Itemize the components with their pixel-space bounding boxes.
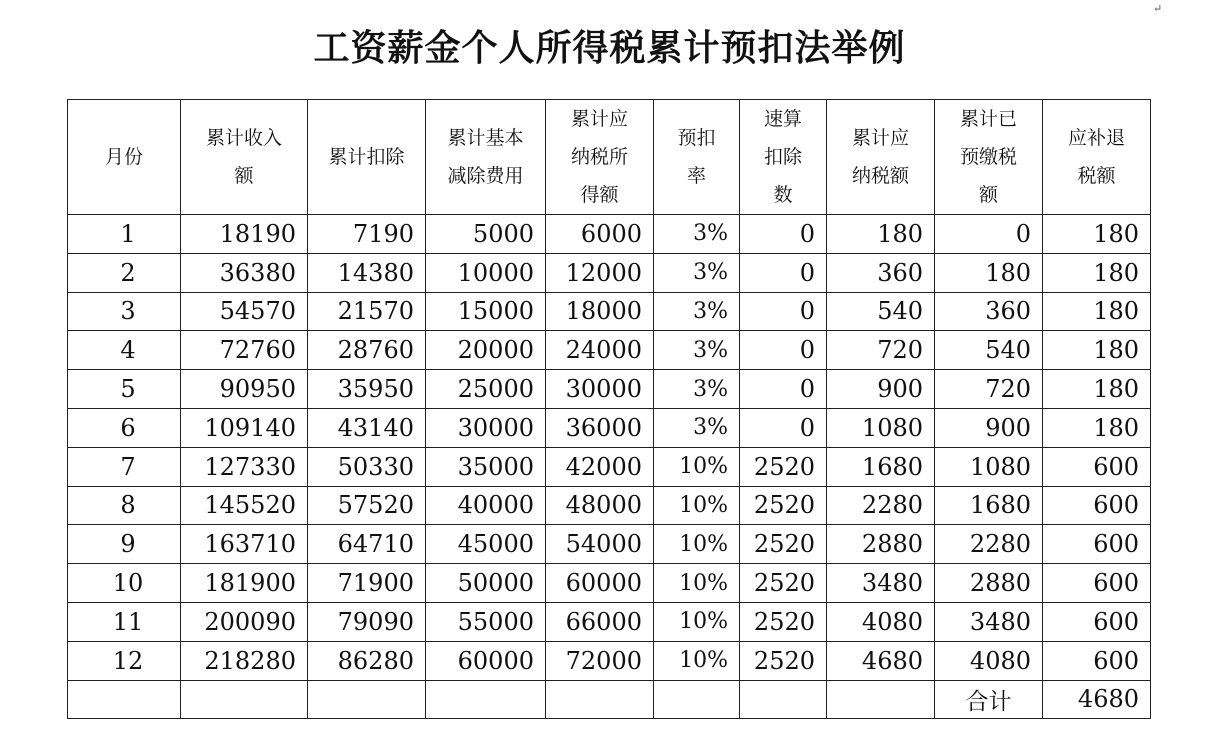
cell-quick-deduction: 2520 — [740, 525, 827, 564]
cell-month: 12 — [68, 641, 181, 680]
cell-tax-due: 600 — [1043, 525, 1151, 564]
cell-quick-deduction: 0 — [740, 215, 827, 254]
cell-quick-deduction: 2520 — [740, 447, 827, 486]
table-row — [68, 331, 1151, 370]
cell-basic-deduction: 15000 — [426, 292, 546, 331]
table-row — [68, 447, 1151, 486]
cell-tax-due: 180 — [1043, 292, 1151, 331]
cell-prepaid-tax: 180 — [935, 253, 1043, 292]
cell-basic-deduction: 60000 — [426, 641, 546, 680]
cell-basic-deduction: 35000 — [426, 447, 546, 486]
cell-cumulative-deduction: 86280 — [308, 641, 426, 680]
cell-prepaid-tax: 1080 — [935, 447, 1043, 486]
cell-quick-deduction: 2520 — [740, 641, 827, 680]
empty-cell — [827, 680, 935, 719]
cell-cumulative-deduction: 7190 — [308, 215, 426, 254]
cell-rate: 3% — [654, 408, 740, 447]
cell-cumulative-tax: 2280 — [827, 486, 935, 525]
cell-cumulative-tax: 3480 — [827, 564, 935, 603]
cell-tax-due: 180 — [1043, 331, 1151, 370]
cell-cumulative-deduction: 50330 — [308, 447, 426, 486]
cell-prepaid-tax: 4080 — [935, 641, 1043, 680]
table-row — [68, 525, 1151, 564]
header-cell-month: 月份 — [68, 100, 181, 215]
cell-quick-deduction: 2520 — [740, 602, 827, 641]
cell-month: 6 — [68, 408, 181, 447]
cell-prepaid-tax: 2880 — [935, 564, 1043, 603]
cell-rate: 3% — [654, 215, 740, 254]
empty-cell — [546, 680, 654, 719]
cell-tax-due: 600 — [1043, 602, 1151, 641]
cell-taxable-income: 54000 — [546, 525, 654, 564]
table-row — [68, 370, 1151, 409]
cell-cumulative-income: 36380 — [181, 253, 308, 292]
page-title: 工资薪金个人所得税累计预扣法举例 — [313, 28, 906, 69]
header-cell-cumulative-income: 累计收入 额 — [181, 100, 308, 215]
cell-taxable-income: 66000 — [546, 602, 654, 641]
cell-rate: 3% — [654, 331, 740, 370]
cell-cumulative-deduction: 64710 — [308, 525, 426, 564]
header-cell-tax-due: 应补退 税额 — [1043, 100, 1151, 215]
table-row — [68, 486, 1151, 525]
table-row — [68, 215, 1151, 254]
cell-rate: 3% — [654, 253, 740, 292]
cell-tax-due: 180 — [1043, 370, 1151, 409]
cell-tax-due: 600 — [1043, 447, 1151, 486]
cell-prepaid-tax: 360 — [935, 292, 1043, 331]
table-row — [68, 292, 1151, 331]
cell-taxable-income: 18000 — [546, 292, 654, 331]
cell-rate: 10% — [654, 486, 740, 525]
cell-month: 10 — [68, 564, 181, 603]
total-value: 4680 — [1043, 680, 1151, 719]
cell-cumulative-tax: 900 — [827, 370, 935, 409]
cell-rate: 3% — [654, 292, 740, 331]
cell-quick-deduction: 0 — [740, 408, 827, 447]
cell-basic-deduction: 40000 — [426, 486, 546, 525]
cell-basic-deduction: 20000 — [426, 331, 546, 370]
cell-quick-deduction: 0 — [740, 292, 827, 331]
cell-taxable-income: 60000 — [546, 564, 654, 603]
cell-cumulative-deduction: 21570 — [308, 292, 426, 331]
cell-taxable-income: 24000 — [546, 331, 654, 370]
cell-prepaid-tax: 1680 — [935, 486, 1043, 525]
cell-cumulative-income: 109140 — [181, 408, 308, 447]
cell-taxable-income: 36000 — [546, 408, 654, 447]
cell-taxable-income: 48000 — [546, 486, 654, 525]
cell-taxable-income: 72000 — [546, 641, 654, 680]
cell-taxable-income: 12000 — [546, 253, 654, 292]
table-row — [68, 602, 1151, 641]
cell-tax-due: 180 — [1043, 253, 1151, 292]
cell-month: 5 — [68, 370, 181, 409]
cell-cumulative-deduction: 14380 — [308, 253, 426, 292]
cell-basic-deduction: 55000 — [426, 602, 546, 641]
table-row — [68, 564, 1151, 603]
cell-cumulative-income: 200090 — [181, 602, 308, 641]
cell-cumulative-deduction: 57520 — [308, 486, 426, 525]
cell-month: 9 — [68, 525, 181, 564]
cell-prepaid-tax: 900 — [935, 408, 1043, 447]
cell-basic-deduction: 10000 — [426, 253, 546, 292]
cell-taxable-income: 30000 — [546, 370, 654, 409]
cell-cumulative-income: 54570 — [181, 292, 308, 331]
header-cell-taxable-income: 累计应 纳税所 得额 — [546, 100, 654, 215]
cell-taxable-income: 6000 — [546, 215, 654, 254]
cell-cumulative-income: 163710 — [181, 525, 308, 564]
empty-cell — [68, 680, 181, 719]
cell-taxable-income: 42000 — [546, 447, 654, 486]
table-row — [68, 641, 1151, 680]
header-cell-quick-deduction: 速算 扣除 数 — [740, 100, 827, 215]
cell-cumulative-income: 218280 — [181, 641, 308, 680]
cell-cumulative-income: 145520 — [181, 486, 308, 525]
cell-month: 4 — [68, 331, 181, 370]
cell-cumulative-deduction: 71900 — [308, 564, 426, 603]
cell-cumulative-income: 127330 — [181, 447, 308, 486]
header-cell-prepaid-tax: 累计已 预缴税 额 — [935, 100, 1043, 215]
cell-tax-due: 600 — [1043, 641, 1151, 680]
cell-month: 3 — [68, 292, 181, 331]
cell-quick-deduction: 2520 — [740, 486, 827, 525]
cell-quick-deduction: 0 — [740, 253, 827, 292]
cell-quick-deduction: 0 — [740, 370, 827, 409]
total-label: 合计 — [935, 680, 1043, 719]
empty-cell — [181, 680, 308, 719]
cell-basic-deduction: 25000 — [426, 370, 546, 409]
cell-cumulative-income: 72760 — [181, 331, 308, 370]
cell-quick-deduction: 0 — [740, 331, 827, 370]
cell-prepaid-tax: 2280 — [935, 525, 1043, 564]
cell-basic-deduction: 30000 — [426, 408, 546, 447]
header-row — [68, 100, 1151, 215]
header-cell-cumulative-tax: 累计应 纳税额 — [827, 100, 935, 215]
cell-month: 8 — [68, 486, 181, 525]
cell-cumulative-tax: 180 — [827, 215, 935, 254]
cell-cumulative-tax: 4080 — [827, 602, 935, 641]
cell-rate: 10% — [654, 447, 740, 486]
cell-tax-due: 180 — [1043, 408, 1151, 447]
total-row — [68, 680, 1151, 719]
cell-tax-due: 600 — [1043, 486, 1151, 525]
header-cell-basic-deduction: 累计基本 减除费用 — [426, 100, 546, 215]
tax-table — [67, 99, 1151, 719]
cell-rate: 10% — [654, 525, 740, 564]
table-row — [68, 253, 1151, 292]
cell-cumulative-tax: 1080 — [827, 408, 935, 447]
cell-tax-due: 180 — [1043, 215, 1151, 254]
cell-cumulative-tax: 1680 — [827, 447, 935, 486]
cell-cumulative-tax: 720 — [827, 331, 935, 370]
cell-tax-due: 600 — [1043, 564, 1151, 603]
cell-cumulative-deduction: 79090 — [308, 602, 426, 641]
cell-rate: 3% — [654, 370, 740, 409]
cell-prepaid-tax: 540 — [935, 331, 1043, 370]
cell-cumulative-income: 18190 — [181, 215, 308, 254]
empty-cell — [740, 680, 827, 719]
cell-cumulative-income: 90950 — [181, 370, 308, 409]
cell-cumulative-tax: 540 — [827, 292, 935, 331]
cell-cumulative-deduction: 28760 — [308, 331, 426, 370]
cell-basic-deduction: 45000 — [426, 525, 546, 564]
header-cell-cumulative-deduction: 累计扣除 — [308, 100, 426, 215]
cell-month: 2 — [68, 253, 181, 292]
cell-prepaid-tax: 0 — [935, 215, 1043, 254]
paragraph-mark-icon: ↵ — [1153, 2, 1163, 15]
cell-cumulative-deduction: 43140 — [308, 408, 426, 447]
cell-rate: 10% — [654, 641, 740, 680]
cell-month: 11 — [68, 602, 181, 641]
cell-cumulative-deduction: 35950 — [308, 370, 426, 409]
cell-prepaid-tax: 720 — [935, 370, 1043, 409]
empty-cell — [308, 680, 426, 719]
cell-cumulative-tax: 2880 — [827, 525, 935, 564]
cell-month: 7 — [68, 447, 181, 486]
cell-cumulative-tax: 360 — [827, 253, 935, 292]
cell-month: 1 — [68, 215, 181, 254]
cell-quick-deduction: 2520 — [740, 564, 827, 603]
cell-basic-deduction: 50000 — [426, 564, 546, 603]
cell-prepaid-tax: 3480 — [935, 602, 1043, 641]
empty-cell — [654, 680, 740, 719]
cell-rate: 10% — [654, 602, 740, 641]
cell-rate: 10% — [654, 564, 740, 603]
cell-basic-deduction: 5000 — [426, 215, 546, 254]
cell-cumulative-tax: 4680 — [827, 641, 935, 680]
header-cell-rate: 预扣 率 — [654, 100, 740, 215]
empty-cell — [426, 680, 546, 719]
table-row — [68, 408, 1151, 447]
cell-cumulative-income: 181900 — [181, 564, 308, 603]
